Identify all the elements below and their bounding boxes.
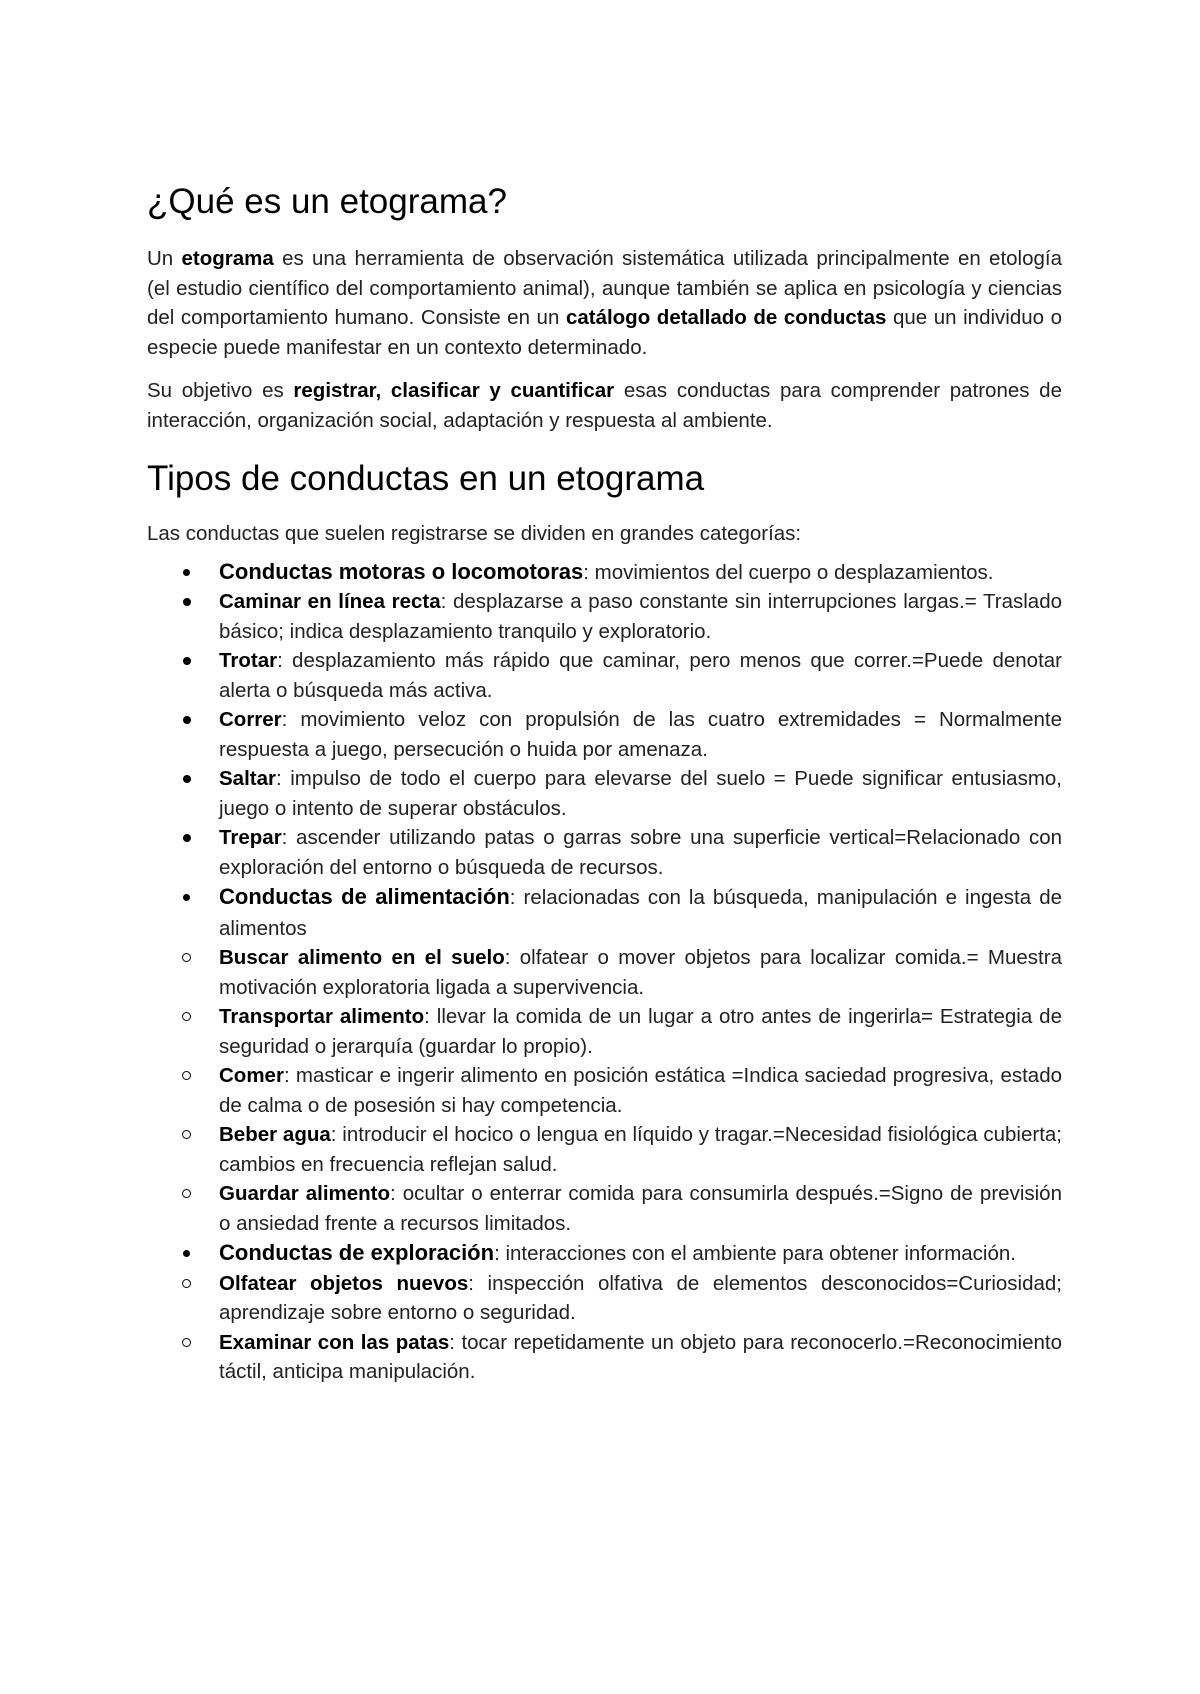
- text-run: esas conductas para comprender patrones de interacción, organización social, adaptación y respuesta al ambiente.: [147, 379, 1062, 432]
- item-text: : olfatear o mover objetos para localizar comida.= Muestra motivación exploratoria ligada a supervivencia.: [219, 946, 1062, 999]
- heading-tipos-de-conductas: Tipos de conductas en un etograma: [147, 459, 705, 498]
- list-item: [219, 1328, 1062, 1387]
- list-item: [219, 1120, 1062, 1179]
- list-item-category-alimentacion: [147, 882, 1062, 943]
- document-page: [147, 180, 1062, 1387]
- item-text: : ocultar o enterrar comida para consumirla después.=Signo de previsión o ansiedad frente a recursos limitados.: [219, 1182, 1062, 1235]
- item-label: Olfatear objetos nuevos: [219, 1271, 469, 1295]
- item-text: : introducir el hocico o lengua en líquido y tragar.=Necesidad fisiológica cubierta; cambios en frecuencia reflejan salud.: [219, 1123, 1062, 1176]
- bold-term: registrar, clasificar y cuantificar: [293, 379, 615, 402]
- text-run: es una herramienta de observación sistemática utilizada principalmente en etología (el estudio científico del comportamiento animal), aunque también se aplica en psicología y ciencias del comportamiento humano. Consiste en un: [147, 247, 1063, 329]
- item-text: : tocar repetidamente un objeto para reconocerlo.=Reconocimiento táctil, anticipa manipulación.: [219, 1330, 1062, 1383]
- item-text: : masticar e ingerir alimento en posición estática =Indica saciedad progresiva, estado de calma o de posesión si hay competencia.: [219, 1064, 1062, 1117]
- item-text: : desplazarse a paso constante sin interrupciones largas.= Traslado básico; indica desplazamiento tranquilo y exploratorio.: [219, 590, 1062, 643]
- sublist-alimentacion: [75, 943, 1062, 1238]
- category-list: [147, 557, 1062, 1387]
- item-text: : movimiento veloz con propulsión de las cuatro extremidades = Normalmente respuesta a juego, persecución o huida por amenaza.: [219, 708, 1062, 761]
- sublist-exploracion: [75, 1269, 1062, 1387]
- item-text: : ascender utilizando patas o garras sobre una superficie vertical=Relacionado con exploración del entorno o búsqueda de recursos.: [219, 826, 1062, 879]
- list-item-category-exploracion: [147, 1238, 1062, 1269]
- list-item: [219, 587, 1062, 646]
- bold-term: etograma: [181, 247, 274, 270]
- list-item: [219, 943, 1062, 1002]
- list-item: [219, 1269, 1062, 1328]
- item-label: Trotar: [219, 649, 278, 672]
- item-label: Caminar en línea recta: [219, 590, 441, 613]
- list-item: [219, 1179, 1062, 1238]
- text-run: que un individuo o especie puede manifestar en un contexto determinado.: [147, 306, 1063, 359]
- paragraph-categories-intro: Las conductas que suelen registrarse se dividen en grandes categorías:: [147, 522, 802, 545]
- category-label: Conductas de exploración: [219, 1240, 495, 1265]
- category-label: Conductas de alimentación: [219, 884, 510, 909]
- item-label: Buscar alimento en el suelo: [219, 946, 505, 969]
- list-item: [219, 646, 1062, 705]
- list-item-category-motoras: [147, 557, 1062, 588]
- list-item: [219, 764, 1062, 823]
- item-label: Trepar: [219, 826, 282, 849]
- category-description: : movimientos del cuerpo o desplazamientos.: [583, 560, 994, 584]
- item-text: : inspección olfativa de elementos desconocidos=Curiosidad; aprendizaje sobre entorno o seguridad.: [219, 1271, 1062, 1324]
- item-label: Guardar alimento: [219, 1182, 391, 1205]
- item-label: Saltar: [219, 767, 276, 790]
- item-text: : impulso de todo el cuerpo para elevarse del suelo = Puede significar entusiasmo, juego o intento de superar obstáculos.: [219, 767, 1062, 820]
- list-item: [219, 823, 1062, 882]
- bold-term: catálogo detallado de conductas: [565, 306, 887, 329]
- list-item: [219, 705, 1062, 764]
- paragraph-objective: [147, 376, 1062, 435]
- item-label: Comer: [219, 1064, 284, 1087]
- category-label: Conductas motoras o locomotoras: [219, 558, 584, 584]
- category-description: : interacciones con el ambiente para obtener información.: [494, 1242, 1016, 1265]
- item-label: Examinar con las patas: [219, 1330, 450, 1354]
- list-item: [219, 1002, 1062, 1061]
- item-text: : desplazamiento más rápido que caminar, pero menos que correr.=Puede denotar alerta o búsqueda más activa.: [219, 649, 1062, 702]
- list-item: [219, 1061, 1062, 1120]
- category-description: : relacionadas con la búsqueda, manipulación e ingesta de alimentos: [219, 886, 1063, 940]
- heading-que-es-etograma: ¿Qué es un etograma?: [147, 182, 507, 221]
- sublist-motoras: [75, 587, 1062, 882]
- text-run: Su objetivo es: [147, 379, 294, 402]
- paragraph-definition: [147, 244, 1062, 362]
- item-label: Correr: [219, 708, 282, 731]
- item-label: Beber agua: [219, 1123, 331, 1146]
- item-label: Transportar alimento: [219, 1005, 425, 1028]
- item-text: : llevar la comida de un lugar a otro antes de ingerirla= Estrategia de seguridad o jerarquía (guardar lo propio).: [219, 1005, 1062, 1058]
- text-run: Un: [147, 247, 182, 270]
